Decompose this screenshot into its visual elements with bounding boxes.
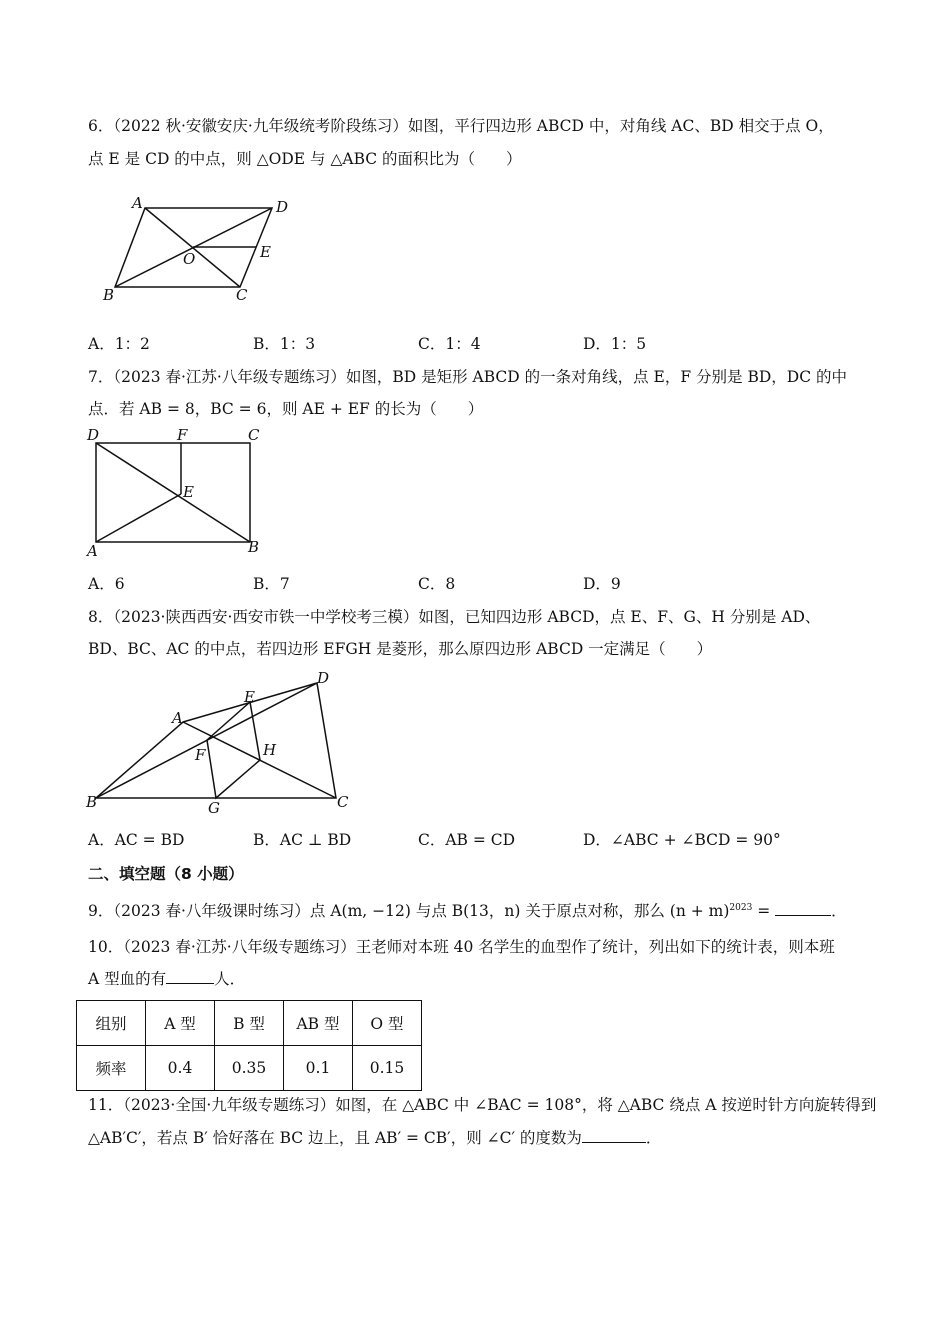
q7-label-b: B	[248, 538, 260, 556]
q7-option-b[interactable]: B．7	[253, 575, 290, 593]
table-cell: 0.4	[146, 1046, 215, 1091]
q10-line2-pre: A 型血的有	[88, 970, 167, 988]
q6-label-e: E	[260, 243, 271, 261]
q9-answer-blank[interactable]	[775, 901, 831, 916]
q6-label-a: A	[132, 194, 143, 212]
q9-exponent: 2023	[729, 903, 753, 913]
q11-line2-pre: △AB′C′，若点 B′ 恰好落在 BC 边上，且 AB′ = CB′，则 ∠C′ 的度数为	[88, 1129, 582, 1147]
table-header-cell: A 型	[146, 1001, 215, 1046]
q10-blood-type-table	[76, 1000, 422, 1091]
q8-option-c[interactable]: C．AB = CD	[418, 831, 516, 849]
q6-option-a[interactable]: A．1：2	[88, 335, 150, 353]
q6-option-b[interactable]: B．1：3	[253, 335, 316, 353]
q8-label-e: E	[244, 688, 255, 706]
q7-label-c: C	[248, 426, 260, 444]
q6-stem-line2: 点 E 是 CD 的中点，则 △ODE 与 △ABC 的面积比为（ ）	[88, 150, 522, 168]
table-header-cell: B 型	[215, 1001, 284, 1046]
q8-label-b: B	[86, 793, 98, 811]
q11-stem-line2	[88, 1127, 661, 1149]
q7-option-d[interactable]: D．9	[583, 575, 621, 593]
q7-rectangle-figure	[84, 422, 274, 562]
table-cell: 频率	[77, 1046, 146, 1091]
q9-equals: =	[752, 902, 776, 921]
q8-rhombus-efgh	[207, 702, 260, 798]
q6-stem-line1: 6．（2022 秋·安徽安庆·九年级统考阶段练习）如图，平行四边形 ABCD 中，对角线 AC、BD 相交于点 O，	[88, 117, 834, 135]
table-cell: 0.15	[353, 1046, 422, 1091]
q6-label-c: C	[236, 286, 248, 304]
q9-text: 9．（2023 春·八年级课时练习）点 A(m, −12) 与点 B(13，n) 关于原点对称，那么 (n + m)	[88, 902, 730, 921]
q8-quadrilateral-figure	[80, 665, 370, 820]
table-header-row	[77, 1001, 422, 1046]
q8-label-g: G	[208, 799, 220, 817]
q7-stem-line1: 7．（2023 春·江苏·八年级专题练习）如图，BD 是矩形 ABCD 的一条对角线，点 E，F 分别是 BD，DC 的中	[88, 368, 847, 386]
q7-label-a: A	[87, 542, 98, 560]
q11-answer-blank[interactable]	[582, 1128, 646, 1143]
table-header-cell: O 型	[353, 1001, 422, 1046]
q10-stem-line2	[88, 968, 245, 990]
q7-diagonal-bd	[96, 443, 250, 542]
section-heading-fill-in: 二、填空题（8 小题）	[88, 865, 244, 883]
q10-line2-post: 人．	[214, 970, 246, 988]
q8-option-b[interactable]: B．AC ⊥ BD	[253, 831, 352, 849]
q11-stem-line1: 11．（2023·全国·九年级专题练习）如图，在 △ABC 中 ∠BAC = 108°，将 △ABC 绕点 A 按逆时针方向旋转得到	[88, 1096, 877, 1114]
table-cell: 0.1	[284, 1046, 353, 1091]
q7-label-d: D	[87, 426, 100, 444]
q6-option-c[interactable]: C．1：4	[418, 335, 481, 353]
q6-label-b: B	[103, 286, 115, 304]
q6-parallelogram-figure	[95, 190, 295, 310]
q6-label-d: D	[276, 198, 289, 216]
q8-label-f: F	[195, 746, 206, 764]
q7-option-a[interactable]: A．6	[88, 575, 125, 593]
q9-end: ．	[831, 902, 847, 921]
q7-label-e: E	[183, 483, 194, 501]
q8-stem-line1: 8．（2023·陕西西安·西安市铁一中学校考三模）如图，已知四边形 ABCD，点 E、F、G、H 分别是 AD、	[88, 608, 821, 626]
q8-label-a: A	[172, 709, 183, 727]
q8-label-h: H	[263, 741, 277, 759]
q6-label-o: O	[183, 250, 196, 268]
q8-label-c: C	[337, 793, 349, 811]
q8-option-a[interactable]: A．AC = BD	[88, 831, 185, 849]
q11-end: ．	[645, 1129, 662, 1147]
q8-stem-line2: BD、BC、AC 的中点，若四边形 EFGH 是菱形，那么原四边形 ABCD 一定满足（ ）	[88, 640, 713, 658]
q7-label-f: F	[177, 426, 188, 444]
table-row	[77, 1046, 422, 1091]
q6-option-d[interactable]: D．1：5	[583, 335, 647, 353]
table-header-cell: AB 型	[284, 1001, 353, 1046]
q10-answer-blank[interactable]	[166, 969, 214, 984]
q9-stem	[88, 897, 847, 922]
q8-option-d[interactable]: D．∠ABC + ∠BCD = 90°	[583, 831, 781, 849]
q10-stem-line1: 10．（2023 春·江苏·八年级专题练习）王老师对本班 40 名学生的血型作了统计，列出如下的统计表，则本班	[88, 938, 835, 956]
table-cell: 0.35	[215, 1046, 284, 1091]
q7-option-c[interactable]: C．8	[418, 575, 456, 593]
q7-segment-ae	[96, 494, 181, 542]
table-header-cell: 组别	[77, 1001, 146, 1046]
q7-stem-line2: 点．若 AB = 8，BC = 6，则 AE + EF 的长为（ ）	[88, 400, 484, 418]
q8-label-d: D	[317, 669, 330, 687]
